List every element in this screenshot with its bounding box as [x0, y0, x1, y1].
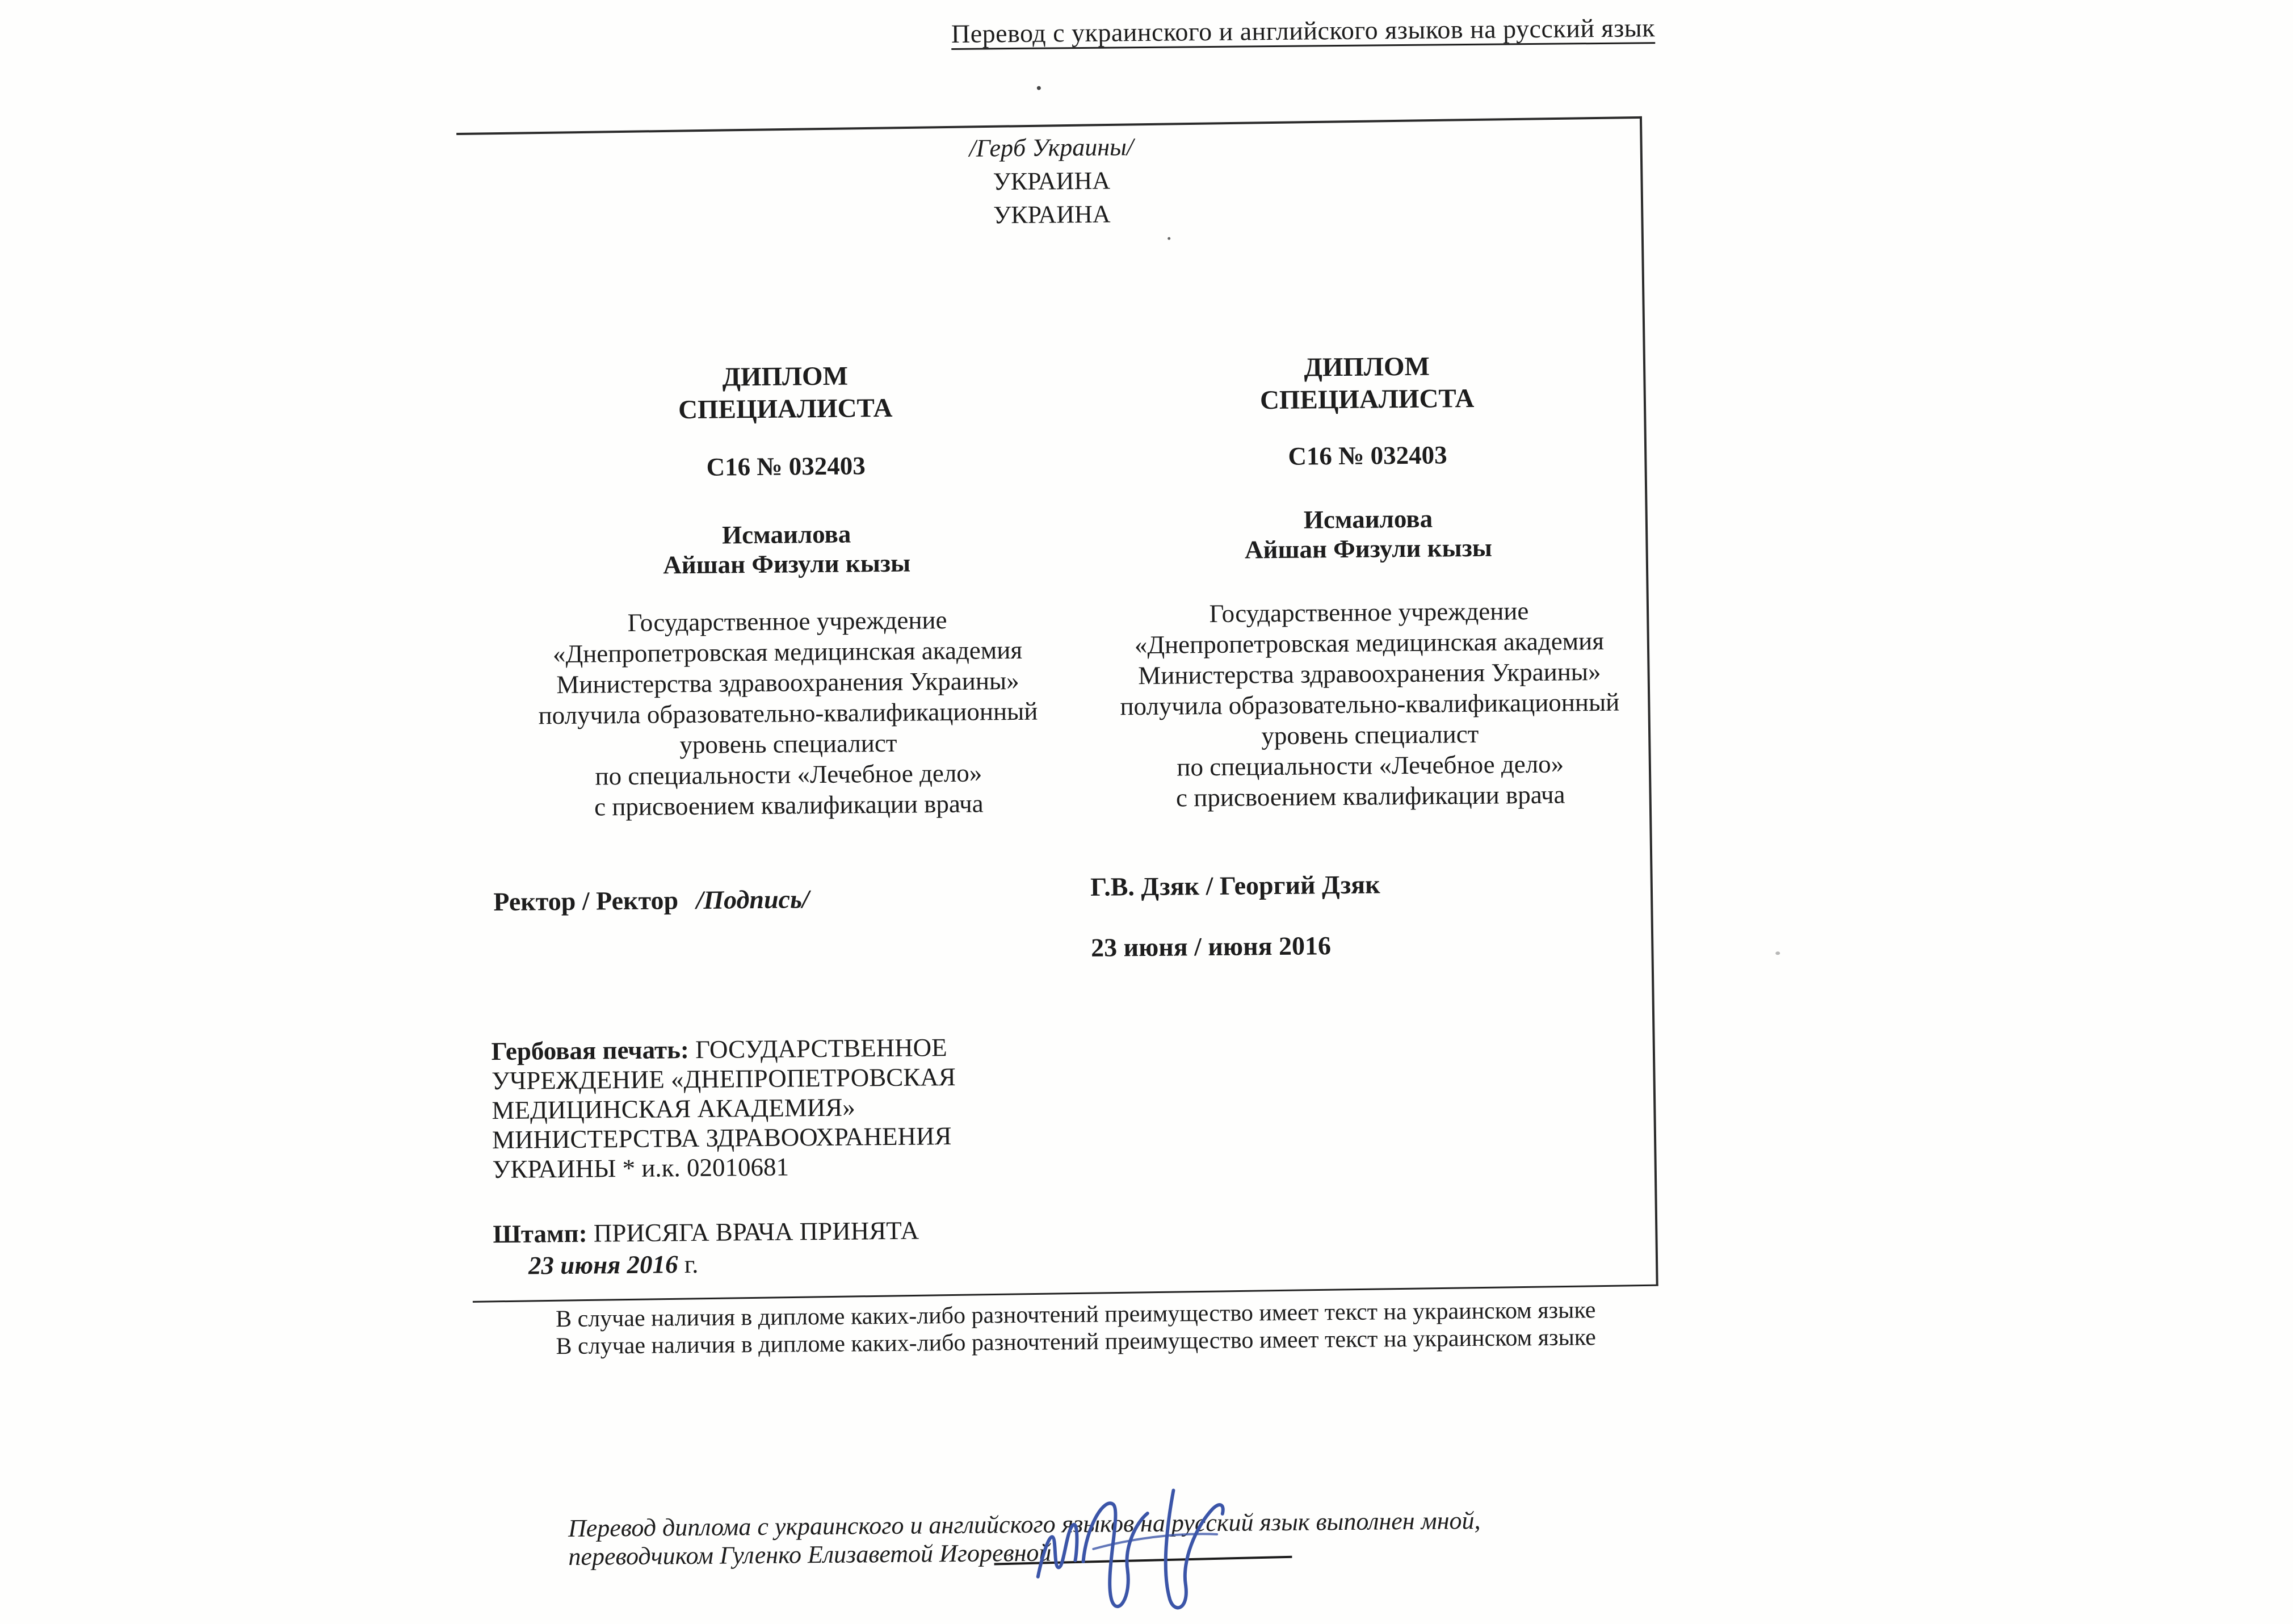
- stamp-label: Штамп:: [493, 1219, 587, 1249]
- right-body-line: Государственное учреждение: [1209, 597, 1529, 628]
- translator-line2: переводчиком Гуленко Елизаветой Игоревной: [568, 1538, 1052, 1571]
- left-diploma-title: [478, 358, 1092, 428]
- right-body-line: по специальности «Лечебное дело»: [1177, 749, 1564, 782]
- left-name-line1: Исмаилова: [721, 519, 851, 549]
- right-name-line2: Айшан Физули кызы: [1244, 533, 1493, 564]
- signature-placeholder-note: /Подпись/: [696, 884, 809, 914]
- discrepancy-footnotes: [513, 1296, 1640, 1360]
- left-body-line: Министерства здравоохранения Украины»: [556, 666, 1019, 699]
- left-title-line1: ДИПЛОМ: [722, 361, 849, 392]
- seal-line: МЕДИЦИНСКАЯ АКАДЕМИЯ»: [492, 1093, 855, 1125]
- left-serial-number: С16 № 032403: [706, 451, 866, 481]
- stamp-text: ПРИСЯГА ВРАЧА ПРИНЯТА: [587, 1216, 919, 1248]
- translator-signature: [1024, 1479, 1270, 1615]
- rector-signature-line: [493, 884, 809, 917]
- right-body-line: Министерства здравоохранения Украины»: [1138, 657, 1601, 690]
- footnote-line: В случае наличия в дипломе каких-либо разночтений преимущество имеет текст на украинском языке: [555, 1297, 1596, 1333]
- right-title-line2: СПЕЦИАЛИСТА: [1259, 383, 1475, 416]
- right-diploma-body: [1062, 594, 1677, 814]
- left-body-line: по специальности «Лечебное дело»: [595, 758, 982, 791]
- signer-name-line: Г.В. Дзяк / Георгий Дзяк: [1090, 870, 1380, 901]
- rector-label: Ректор / Ректор: [493, 886, 679, 917]
- seal-line: УКРАИНЫ * и.к. 02010681: [492, 1152, 789, 1184]
- stamp-transcription: [493, 1215, 919, 1282]
- seal-label: Гербовая печать:: [491, 1035, 690, 1066]
- left-diploma-body: [481, 603, 1095, 823]
- seal-text: ГОСУДАРСТВЕННОЕ: [695, 1033, 947, 1064]
- stamp-date: 23 июня 2016: [528, 1250, 678, 1280]
- signing-date-line: 23 июня / июня 2016: [1090, 931, 1332, 962]
- scan-speck: [1037, 86, 1041, 90]
- page-title: Перевод с украинского и английского языков на русский язык: [951, 13, 1656, 48]
- right-body-line: уровень специалист: [1261, 719, 1479, 750]
- emblem-note: /Герб Украины/: [969, 133, 1134, 162]
- country-line-1: УКРАИНА: [993, 166, 1111, 196]
- country-line-2: УКРАИНА: [993, 200, 1111, 229]
- right-holder-name: [1061, 502, 1675, 566]
- left-body-line: получила образовательно-квалификационный: [538, 696, 1038, 730]
- scan-speck: [1168, 237, 1170, 240]
- footnote-line: В случае наличия в дипломе каких-либо разночтений преимущество имеет текст на украинском языке: [556, 1324, 1597, 1360]
- seal-line: МИНИСТЕРСТВА ЗДРАВООХРАНЕНИЯ: [492, 1122, 952, 1155]
- left-title-line2: СПЕЦИАЛИСТА: [678, 393, 893, 425]
- left-name-line2: Айшан Физули кызы: [663, 548, 911, 580]
- right-name-line1: Исмаилова: [1303, 504, 1433, 534]
- stamp-line: [493, 1215, 919, 1250]
- left-holder-name: [480, 517, 1094, 581]
- right-title-line1: ДИПЛОМ: [1304, 351, 1430, 383]
- seal-transcription: [491, 1031, 1128, 1184]
- left-body-line: Государственное учреждение: [627, 606, 947, 637]
- right-serial-number: С16 № 032403: [1288, 440, 1447, 471]
- stamp-date-suffix: г.: [678, 1249, 699, 1279]
- left-body-line: с присвоением квалификации врача: [594, 789, 984, 821]
- right-body-line: получила образовательно-квалификационный: [1120, 687, 1620, 721]
- emblem-block: [460, 125, 1644, 236]
- right-body-line: с присвоением квалификации врача: [1175, 780, 1565, 812]
- scan-speck: [1775, 951, 1780, 955]
- left-body-line: уровень специалист: [679, 728, 897, 759]
- seal-line: УЧРЕЖДЕНИЕ «ДНЕПРОПЕТРОВСКАЯ: [491, 1062, 956, 1096]
- translator-line1: Перевод диплома с украинского и английского языков на русский язык выполнен мной,: [568, 1506, 1481, 1542]
- right-diploma-title: [1060, 349, 1674, 418]
- right-body-line: «Днепропетровская медицинская академия: [1134, 626, 1605, 660]
- stamp-date-line: [528, 1247, 919, 1282]
- left-body-line: «Днепропетровская медицинская академия: [552, 635, 1023, 669]
